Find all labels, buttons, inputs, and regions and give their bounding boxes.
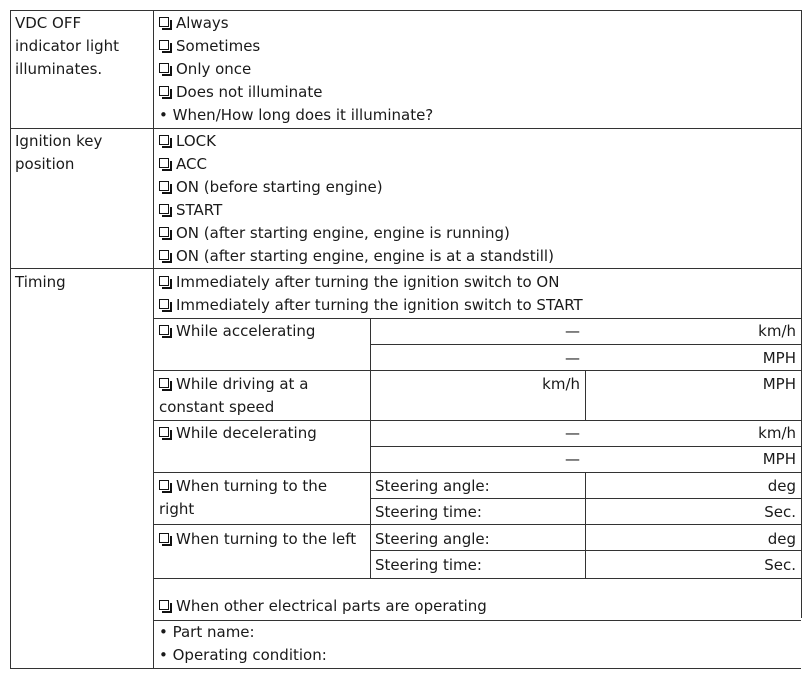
row-divider bbox=[10, 128, 801, 129]
left-steering-angle-label: Steering angle: bbox=[375, 530, 490, 548]
timing-option-constant-speed[interactable]: While driving at a bbox=[159, 374, 308, 394]
vdc-label-line3: illuminates. bbox=[15, 60, 103, 78]
checkbox[interactable] bbox=[159, 40, 169, 50]
checkbox[interactable] bbox=[159, 533, 169, 543]
row-divider bbox=[370, 446, 801, 447]
accel-kmh-dash: — bbox=[565, 322, 580, 340]
table-border-left bbox=[10, 10, 11, 669]
right-steering-time-unit: Sec. bbox=[764, 503, 796, 521]
vdc-option-only-once[interactable]: Only once bbox=[159, 59, 251, 79]
checkbox[interactable] bbox=[159, 17, 169, 27]
row-divider bbox=[370, 344, 801, 345]
row-divider bbox=[153, 318, 801, 319]
constant-mph-unit: MPH bbox=[762, 375, 796, 393]
checkbox[interactable] bbox=[159, 378, 169, 388]
decel-kmh-dash: — bbox=[565, 424, 580, 442]
ignition-option-on-standstill[interactable]: ON (after starting engine, engine is at a standstill) bbox=[159, 246, 554, 266]
checkbox[interactable] bbox=[159, 480, 169, 490]
table-border-bottom bbox=[153, 668, 801, 669]
row-divider bbox=[153, 370, 801, 371]
ignition-option-acc[interactable]: ACC bbox=[159, 154, 207, 174]
row-divider bbox=[153, 472, 801, 473]
part-name-field-label: • Part name: bbox=[159, 623, 255, 641]
timing-option-electrical-parts[interactable]: When other electrical parts are operating bbox=[159, 596, 487, 616]
timing-option-turning-right[interactable]: When turning to the bbox=[159, 476, 327, 496]
ignition-option-on-before[interactable]: ON (before starting engine) bbox=[159, 177, 383, 197]
timing-option-decelerating[interactable]: While decelerating bbox=[159, 423, 317, 443]
ignition-option-lock[interactable]: LOCK bbox=[159, 131, 216, 151]
checkbox[interactable] bbox=[159, 135, 169, 145]
ignition-option-on-running[interactable]: ON (after starting engine, engine is running) bbox=[159, 223, 510, 243]
checkbox[interactable] bbox=[159, 204, 169, 214]
decel-mph-unit: MPH bbox=[762, 450, 796, 468]
row-divider bbox=[153, 524, 801, 525]
checkbox[interactable] bbox=[159, 325, 169, 335]
checkbox[interactable] bbox=[159, 158, 169, 168]
checkbox[interactable] bbox=[159, 299, 169, 309]
accel-mph-dash: — bbox=[565, 349, 580, 367]
checkbox[interactable] bbox=[159, 181, 169, 191]
right-steering-angle-label: Steering angle: bbox=[375, 477, 490, 495]
right-steering-time-label: Steering time: bbox=[375, 503, 482, 521]
timing-option-accelerating[interactable]: While accelerating bbox=[159, 321, 315, 341]
constant-speed-label-line2: constant speed bbox=[159, 398, 275, 416]
decel-kmh-unit: km/h bbox=[758, 424, 796, 442]
column-divider bbox=[370, 318, 371, 579]
vdc-label-line1: VDC OFF bbox=[15, 14, 82, 32]
constant-kmh-unit: km/h bbox=[542, 375, 580, 393]
checkbox[interactable] bbox=[159, 63, 169, 73]
ignition-label-line1: Ignition key bbox=[15, 132, 103, 150]
ignition-label-line2: position bbox=[15, 155, 75, 173]
turning-right-label-line2: right bbox=[159, 500, 195, 518]
table-border-right bbox=[801, 10, 802, 618]
timing-option-turning-left[interactable]: When turning to the left bbox=[159, 529, 356, 549]
vdc-option-not-illuminate[interactable]: Does not illuminate bbox=[159, 82, 322, 102]
column-divider bbox=[153, 10, 154, 669]
accel-mph-unit: MPH bbox=[762, 349, 796, 367]
vdc-option-sometimes[interactable]: Sometimes bbox=[159, 36, 260, 56]
table-border-top bbox=[10, 10, 801, 11]
timing-label: Timing bbox=[15, 273, 66, 291]
column-divider bbox=[585, 370, 586, 421]
accel-kmh-unit: km/h bbox=[758, 322, 796, 340]
left-steering-time-label: Steering time: bbox=[375, 556, 482, 574]
vdc-option-always[interactable]: Always bbox=[159, 13, 229, 33]
row-divider bbox=[153, 420, 801, 421]
ignition-option-start[interactable]: START bbox=[159, 200, 222, 220]
vdc-label-line2: indicator light bbox=[15, 37, 120, 55]
table-border-bottom-left bbox=[10, 668, 153, 669]
row-divider bbox=[153, 578, 801, 579]
decel-mph-dash: — bbox=[565, 450, 580, 468]
timing-option-ignition-start[interactable]: Immediately after turning the ignition switch to START bbox=[159, 295, 583, 315]
operating-condition-field-label: • Operating condition: bbox=[159, 646, 327, 664]
left-steering-angle-unit: deg bbox=[767, 530, 796, 548]
checkbox[interactable] bbox=[159, 427, 169, 437]
checkbox[interactable] bbox=[159, 276, 169, 286]
checkbox[interactable] bbox=[159, 227, 169, 237]
checkbox[interactable] bbox=[159, 250, 169, 260]
row-divider bbox=[10, 268, 801, 269]
checkbox[interactable] bbox=[159, 600, 169, 610]
column-divider bbox=[585, 472, 586, 579]
timing-option-ignition-on[interactable]: Immediately after turning the ignition switch to ON bbox=[159, 272, 559, 292]
checkbox[interactable] bbox=[159, 86, 169, 96]
left-steering-time-unit: Sec. bbox=[764, 556, 796, 574]
right-steering-angle-unit: deg bbox=[767, 477, 796, 495]
vdc-question: • When/How long does it illuminate? bbox=[159, 106, 434, 124]
row-divider bbox=[153, 620, 801, 621]
